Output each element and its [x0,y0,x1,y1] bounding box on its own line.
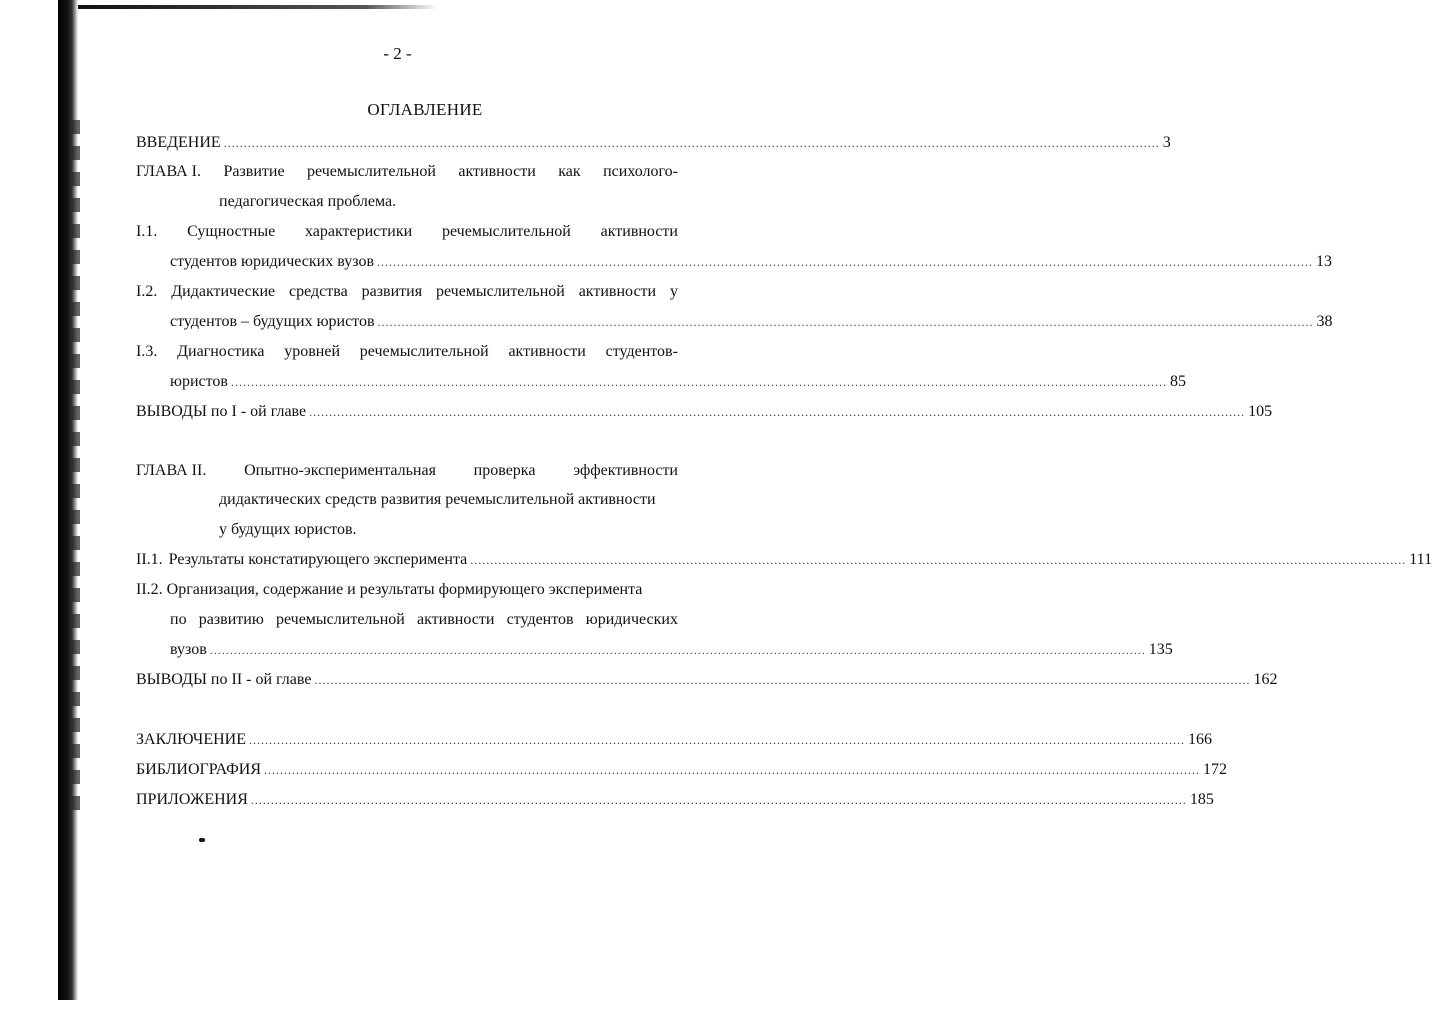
section-title-word: средства [289,283,348,300]
chapter-title-word: проверка [473,462,536,479]
chapter-title-word: психолого- [603,163,678,180]
scan-edge-streaks [72,120,80,820]
section-title-word: активности [578,283,657,300]
toc-entry-page: 166 [1187,731,1212,748]
toc-entry-page: 162 [1253,671,1278,688]
toc-entry-page: 13 [1316,253,1333,270]
toc-entry-text: ПРИЛОЖЕНИЯ [136,791,248,808]
section-title-word: студентов [506,611,574,628]
section-title-word: Сущностные [187,223,276,240]
section-title-word: уровней [284,343,341,360]
section-title-word: юридических [585,611,678,628]
toc-chapter-2-heading[interactable] [136,461,678,481]
toc-entry-page: 3 [1162,134,1171,151]
scan-top-line [78,5,438,9]
toc-section-1-2-line2[interactable] [170,312,1333,332]
section-title-word: характеристики [304,223,413,240]
section-title-word: по [170,611,187,628]
toc-entry-appendices[interactable] [136,790,1214,810]
dot-leader: .......................................................................................................................................................................................................................................... [250,793,1187,807]
toc-chapter-1-title-cont: педагогическая проблема. [219,193,397,210]
toc-entry-text: Результаты констатирующего эксперимента [168,551,468,568]
section-title-word: активности [600,223,678,240]
toc-chapter-1-heading[interactable] [136,162,678,182]
toc-chapter-2-title-line2: дидактических средств развития речемыслительной активности [219,491,656,508]
toc-entry-page: 38 [1316,313,1333,330]
toc-section-1-1-line1[interactable] [136,222,678,242]
section-title-word: речемыслительной [441,223,571,240]
page-number: - 2 - [383,44,412,63]
toc-entry-intro[interactable] [136,133,1171,153]
section-title-word: активности [508,343,586,360]
section-number: I.3. [136,343,158,360]
toc-entry-conclusions-2[interactable] [136,670,1278,690]
toc-section-1-1-line2[interactable] [170,252,1333,272]
section-title-word: развития [361,283,423,300]
toc-entry-page: 185 [1189,791,1214,808]
toc-entry-text: ВЫВОДЫ по II - ой главе [136,671,312,688]
toc-entry-text: вузов [170,641,207,658]
section-number: I.2. [136,283,158,300]
toc-section-2-2-line3[interactable] [170,640,1173,660]
toc-section-2-2-line2[interactable] [170,610,678,630]
dot-leader: .......................................................................................................................................................................................................................................... [248,733,1185,747]
section-title-word: Диагностика [177,343,265,360]
toc-entry-text: ВВЕДЕНИЕ [136,134,221,151]
chapter-title-word: как [558,163,581,180]
section-number: II.1. [136,551,163,568]
toc-entry-text: ВЫВОДЫ по I - ой главе [136,403,307,420]
chapter-title-word: Опытно-экспериментальная [244,462,436,479]
page-title: ОГЛАВЛЕНИЕ [367,100,483,119]
toc-entry-text: студентов – будущих юристов [170,313,375,330]
section-number: I.1. [136,223,158,240]
dot-leader: .......................................................................................................................................................................................................................................... [264,763,1201,777]
section-title-word: активности [417,611,495,628]
chapter-title-word: активности [458,163,536,180]
dot-leader: .......................................................................................................................................................................................................................................... [314,673,1251,687]
toc-entry-page: 135 [1148,641,1173,658]
section-title-word: речемыслительной [275,611,405,628]
section-title-word: студентов- [605,343,678,360]
dot-leader: .......................................................................................................................................................................................................................................... [309,405,1246,419]
toc-section-2-1[interactable] [136,550,1432,570]
chapter-title-word: речемыслительной [307,163,436,180]
toc-entry-text: юристов [170,373,228,390]
section-title-word: у [669,283,678,300]
chapter-title-word: Развитие [223,163,285,180]
toc-entry-page: 85 [1169,373,1186,390]
dot-leader: .......................................................................................................................................................................................................................................... [223,136,1160,150]
section-title-word: речемыслительной [435,283,565,300]
dot-leader: .......................................................................................................................................................................................................................................... [470,553,1407,567]
toc-entry-conclusion[interactable] [136,730,1212,750]
toc-entry-text: БИБЛИОГРАФИЯ [136,761,262,778]
toc-entry-page: 172 [1203,761,1228,778]
section-title-word: Дидактические [171,283,276,300]
toc-section-2-2-line1[interactable] [136,580,642,600]
section-title-word: речемыслительной [359,343,489,360]
toc-entry-bibliography[interactable] [136,760,1228,780]
toc-entry-text: студентов юридических вузов [170,253,375,270]
chapter-label: ГЛАВА I. [136,163,201,180]
toc-entry-text: Организация, содержание и результаты формирующего эксперимента [166,581,643,598]
scan-speck [199,838,205,842]
toc-chapter-2-title-line3: у будущих юристов. [219,521,357,538]
toc-entry-conclusions-1[interactable] [136,402,1273,422]
dot-leader: .......................................................................................................................................................................................................................................... [230,375,1167,389]
dot-leader: .......................................................................................................................................................................................................................................... [209,643,1146,657]
toc-section-1-2-line1[interactable] [136,282,678,302]
toc-entry-text: ЗАКЛЮЧЕНИЕ [136,731,246,748]
toc-section-1-3-line2[interactable] [170,372,1186,392]
section-number: II.2. [136,581,163,598]
toc-entry-page: 105 [1248,403,1273,420]
toc-entry-page: 111 [1409,551,1432,568]
chapter-label: ГЛАВА II. [136,462,207,479]
dot-leader: .......................................................................................................................................................................................................................................... [377,315,1314,329]
toc-section-1-3-line1[interactable] [136,342,678,362]
dot-leader: .......................................................................................................................................................................................................................................... [377,255,1314,269]
chapter-title-word: эффективности [573,462,678,479]
section-title-word: развитию [198,611,264,628]
